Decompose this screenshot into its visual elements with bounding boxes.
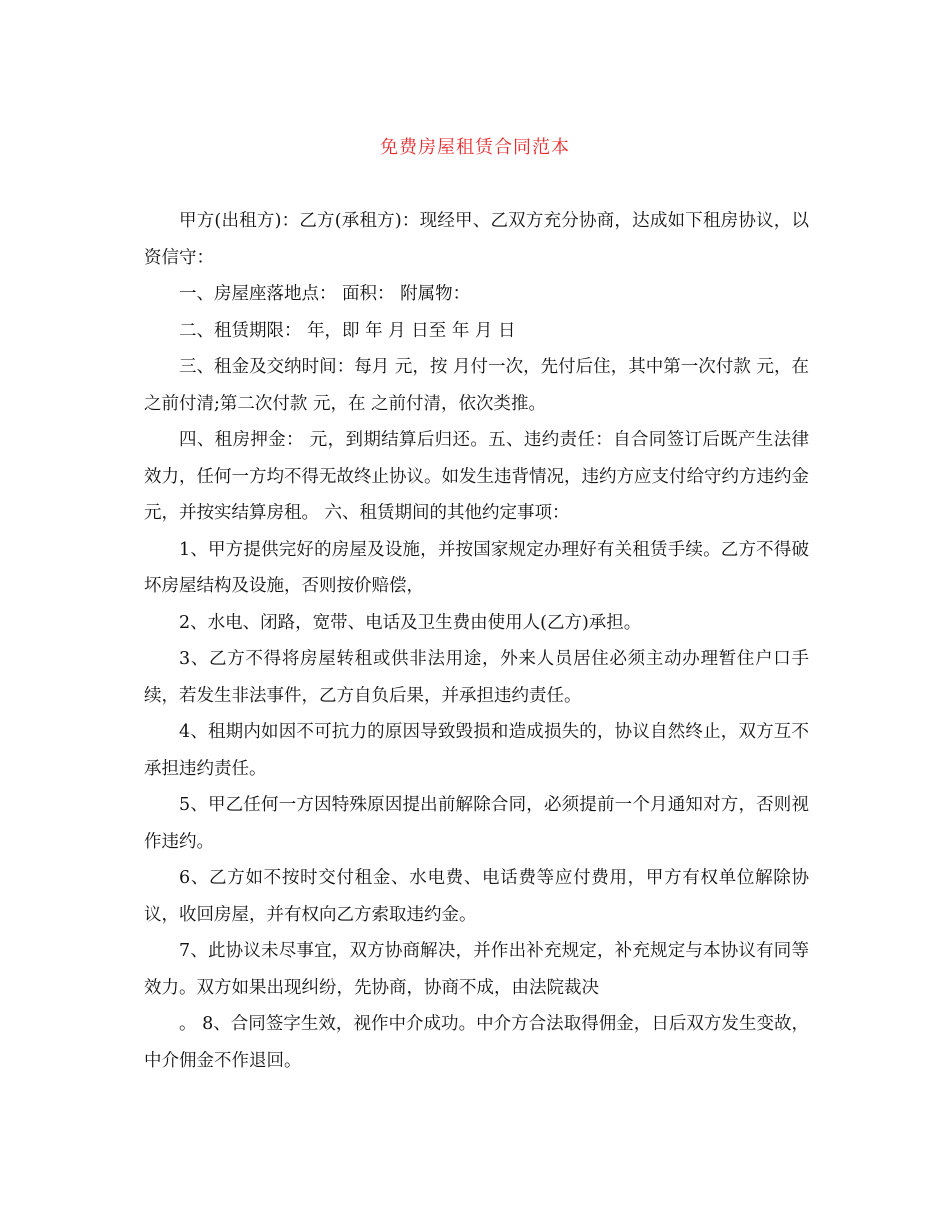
paragraph-parties: 甲方(出租方)：乙方(承租方)：现经甲、乙双方充分协商，达成如下租房协议，以资信守： <box>144 211 809 268</box>
document-title: 免费房屋租赁合同范本 <box>380 137 570 158</box>
paragraph-location: 一、房屋座落地点： 面积： 附属物： <box>179 284 471 304</box>
paragraph-item-8: 。 8、合同签字生效，视作中介成功。中介方合法取得佣金，日后双方发生变故，中介佣金不作退回。 <box>144 1014 809 1071</box>
paragraph-item-1: 1、甲方提供完好的房屋及设施，并按国家规定办理好有关租赁手续。乙方不得破坏房屋结构及设施，否则按价赔偿， <box>144 539 809 596</box>
paragraph-rent: 三、租金及交纳时间：每月 元，按 月付一次，先付后住，其中第一次付款 元，在 之前付清;第二次付款 元，在 之前付清，依次类推。 <box>144 357 809 414</box>
paragraph-item-7: 7、此协议未尽事宜，双方协商解决，并作出补充规定，补充规定与本协议有同等效力。双方如果出现纠纷，先协商，协商不成，由法院裁决 <box>144 941 809 998</box>
paragraph-deposit: 四、租房押金： 元，到期结算后归还。五、违约责任：自合同签订后既产生法律效力，任何一方均不得无故终止协议。如发生违背情况，违约方应支付给守约方违约金 元，并按实结算房租。 六、租赁期间的其他约定事项： <box>144 430 809 523</box>
paragraph-item-3: 3、乙方不得将房屋转租或供非法用途，外来人员居住必须主动办理暂住户口手续，若发生非法事件，乙方自负后果，并承担违约责任。 <box>144 649 809 706</box>
paragraph-item-5: 5、甲乙任何一方因特殊原因提出前解除合同，必须提前一个月通知对方，否则视作违约。 <box>144 795 809 852</box>
paragraph-item-6: 6、乙方如不按时交付租金、水电费、电话费等应付费用，甲方有权单位解除协议，收回房屋，并有权向乙方索取违约金。 <box>144 868 809 925</box>
paragraph-item-2: 2、水电、闭路，宽带、电话及卫生费由使用人(乙方)承担。 <box>179 612 642 633</box>
paragraph-term: 二、租赁期限： 年，即 年 月 日至 年 月 日 <box>179 320 516 341</box>
paragraph-item-4: 4、租期内如因不可抗力的原因导致毁损和造成损失的，协议自然终止，双方互不承担违约责任。 <box>144 722 809 779</box>
document-body <box>144 203 809 1079</box>
